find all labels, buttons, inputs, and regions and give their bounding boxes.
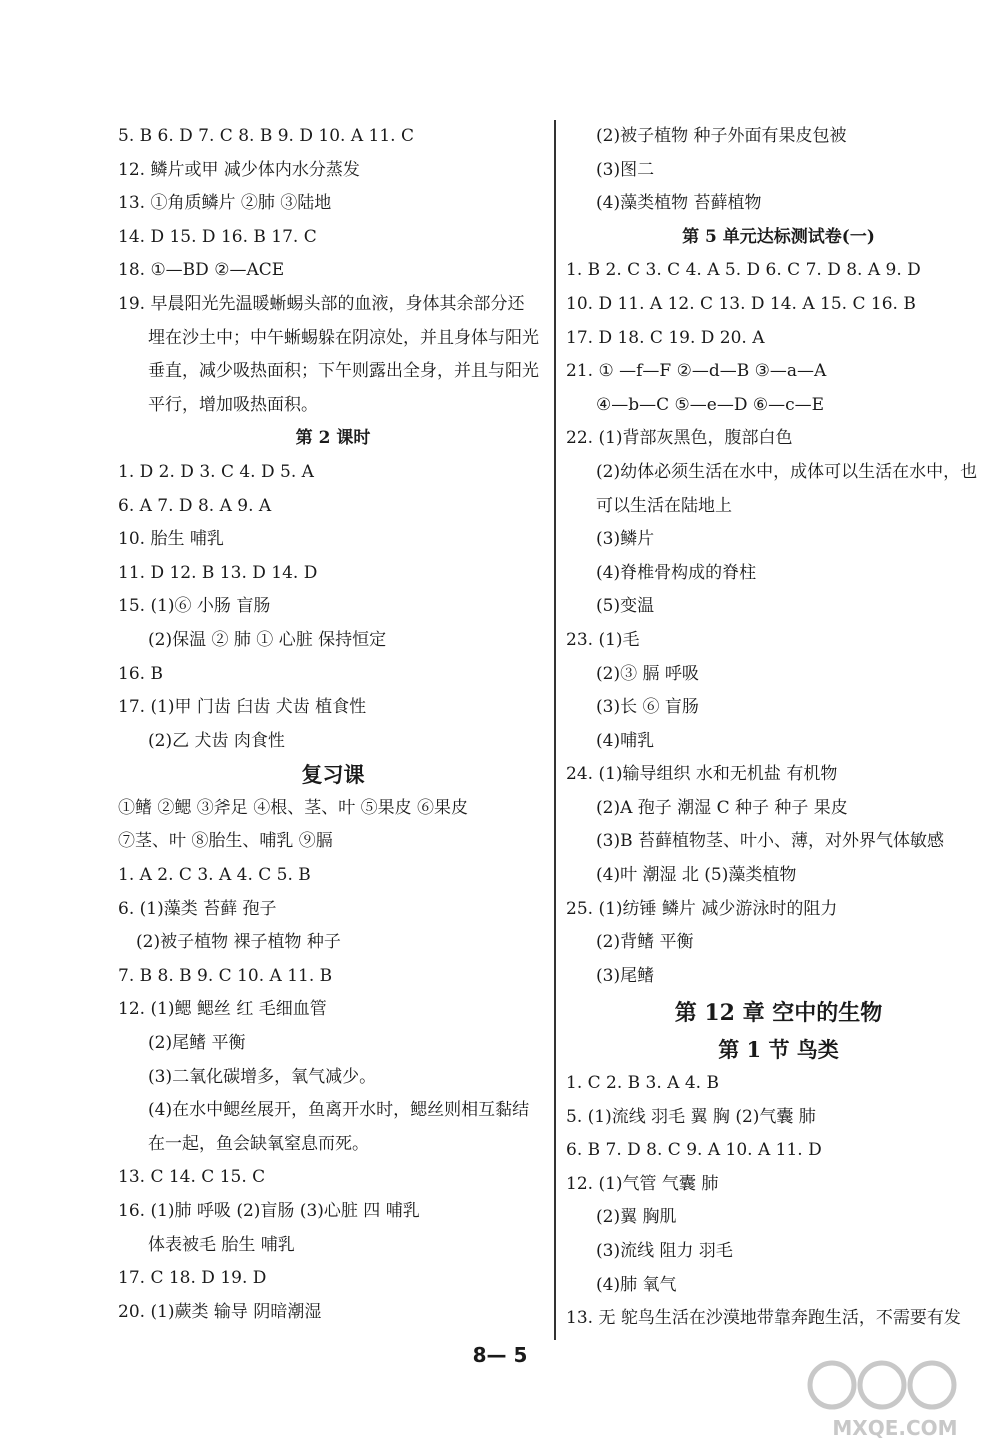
- answer-line: (2)幼体必须生活在水中，成体可以生活在水中，也: [596, 461, 978, 482]
- answer-line: (5)变温: [596, 596, 655, 617]
- answer-line: 21. ① —f—F ②—d—B ③—a—A: [566, 361, 827, 382]
- answer-line: 第 1 节 鸟类: [718, 1037, 839, 1063]
- answer-line: 7. B 8. B 9. C 10. A 11. B: [118, 965, 333, 986]
- watermark-text: MXQE.COM: [832, 1416, 958, 1440]
- answer-line: (3)B 苔藓植物茎、叶小、薄，对外界气体敏感: [596, 831, 944, 852]
- answer-line: 17. C 18. D 19. D: [118, 1268, 267, 1289]
- answer-line: 第 2 课时: [295, 428, 371, 449]
- answer-line: 埋在沙土中；中午蜥蜴躲在阴凉处，并且身体与阳光: [148, 327, 539, 348]
- answer-line: (2)被子植物 种子外面有果皮包被: [596, 126, 847, 146]
- answer-line: 在一起，鱼会缺氧窒息而死。: [148, 1133, 369, 1154]
- answer-line: (4)脊椎骨构成的脊柱: [596, 562, 757, 583]
- answer-line: (3)图二: [596, 159, 655, 180]
- answer-line: 第 12 章 空中的生物: [674, 1000, 883, 1027]
- answer-line: 25. (1)纺锤 鳞片 减少游泳时的阻力: [566, 898, 838, 919]
- answer-line: 14. D 15. D 16. B 17. C: [118, 226, 317, 247]
- answer-line: 5. (1)流线 羽毛 翼 胸 (2)气囊 肺: [566, 1106, 816, 1127]
- answer-line: 平行，增加吸热面积。: [148, 394, 318, 415]
- column-divider: [554, 120, 556, 1340]
- answer-line: 13. ①角质鳞片 ②肺 ③陆地: [118, 193, 332, 214]
- answer-line: (2)翼 胸肌: [596, 1207, 677, 1228]
- answer-line: 1. C 2. B 3. A 4. B: [566, 1073, 719, 1094]
- answer-line: 1. D 2. D 3. C 4. D 5. A: [118, 461, 314, 482]
- answer-line: 22. (1)背部灰黑色，腹部白色: [566, 428, 793, 449]
- answer-line: 可以生活在陆地上: [596, 495, 732, 516]
- answer-line: 23. (1)毛: [566, 629, 640, 650]
- answer-line: (2)被子植物 裸子植物 种子: [136, 932, 341, 953]
- answer-line: 垂直，减少吸热面积；下午则露出全身，并且与阳光: [148, 361, 539, 382]
- answer-line: ①鳍 ②鳃 ③斧足 ④根、茎、叶 ⑤果皮 ⑥果皮: [118, 797, 469, 818]
- answer-line: ④—b—C ⑤—e—D ⑥—c—E: [596, 394, 825, 415]
- answer-line: 12. 鳞片或甲 减少体内水分蒸发: [118, 159, 360, 180]
- answer-line: (4)叶 潮湿 北 (5)藻类植物: [596, 865, 797, 886]
- answer-line: (2)保温 ② 肺 ① 心脏 保持恒定: [148, 629, 387, 650]
- answer-line: 19. 早晨阳光先温暖蜥蜴头部的血液，身体其余部分还: [118, 293, 525, 314]
- answer-line: 15. (1)⑥ 小肠 盲肠: [118, 596, 271, 617]
- answer-line: 18. ①—BD ②—ACE: [118, 260, 285, 281]
- left-column: [118, 120, 548, 1329]
- answer-line: (2)③ 膈 呼吸: [596, 663, 699, 684]
- answer-line: 第 5 单元达标测试卷(一): [682, 226, 875, 247]
- answer-line: 24. (1)输导组织 水和无机盐 有机物: [566, 764, 838, 785]
- answer-line: (3)流线 阻力 羽毛: [596, 1241, 733, 1261]
- answer-line: 12. (1)鳃 鳃丝 红 毛细血管: [118, 999, 327, 1020]
- page-number: 8— 5: [472, 1343, 528, 1367]
- answer-line: 16. (1)肺 呼吸 (2)盲肠 (3)心脏 四 哺乳: [118, 1201, 420, 1221]
- watermark-icon: [800, 1355, 990, 1443]
- answer-line: (4)藻类植物 苔藓植物: [596, 193, 762, 214]
- answer-line: 13. 无 鸵鸟生活在沙漠地带靠奔跑生活，不需要有发: [566, 1308, 961, 1329]
- answer-line: 1. B 2. C 3. C 4. A 5. D 6. C 7. D 8. A 9. D: [566, 260, 921, 281]
- answer-line: 16. B: [118, 663, 163, 684]
- answer-line: (4)哺乳: [596, 730, 655, 751]
- answer-line: (3)长 ⑥ 盲肠: [596, 697, 699, 718]
- answer-line: 6. B 7. D 8. C 9. A 10. A 11. D: [566, 1140, 822, 1161]
- answer-line: 6. A 7. D 8. A 9. A: [118, 495, 272, 516]
- answer-line: (4)肺 氧气: [596, 1274, 677, 1295]
- answer-line: 13. C 14. C 15. C: [118, 1167, 266, 1188]
- answer-line: ⑦茎、叶 ⑧胎生、哺乳 ⑨膈: [118, 831, 333, 852]
- answer-line: 1. A 2. C 3. A 4. C 5. B: [118, 865, 311, 886]
- answer-line: 10. 胎生 哺乳: [118, 529, 224, 550]
- right-column: [566, 120, 991, 1336]
- answer-line: 5. B 6. D 7. C 8. B 9. D 10. A 11. C: [118, 126, 414, 146]
- answer-line: (2)尾鳍 平衡: [148, 1033, 246, 1054]
- answer-line: 17. (1)甲 门齿 臼齿 犬齿 植食性: [118, 697, 367, 718]
- answer-line: 10. D 11. A 12. C 13. D 14. A 15. C 16. B: [566, 293, 916, 314]
- answer-line: 体表被毛 胎生 哺乳: [148, 1234, 295, 1255]
- answer-line: (2)乙 犬齿 肉食性: [148, 730, 285, 751]
- answer-line: (2)A 孢子 潮湿 C 种子 种子 果皮: [596, 797, 848, 818]
- answer-line: (3)尾鳍: [596, 965, 655, 986]
- answer-line: (3)鳞片: [596, 529, 655, 550]
- watermark-logo: [800, 1355, 990, 1443]
- answer-line: 6. (1)藻类 苔藓 孢子: [118, 898, 277, 919]
- answer-line: 20. (1)蕨类 输导 阴暗潮湿: [118, 1301, 322, 1322]
- answer-line: 17. D 18. C 19. D 20. A: [566, 327, 765, 348]
- answer-line: (4)在水中鳃丝展开，鱼离开水时，鳃丝则相互黏结: [148, 1100, 530, 1121]
- answer-line: 11. D 12. B 13. D 14. D: [118, 562, 318, 583]
- answer-line: 12. (1)气管 气囊 肺: [566, 1173, 719, 1194]
- answer-line: (3)二氧化碳增多，氧气减少。: [148, 1066, 377, 1087]
- answer-line: 复习课: [301, 762, 365, 788]
- answer-line: (2)背鳍 平衡: [596, 932, 694, 953]
